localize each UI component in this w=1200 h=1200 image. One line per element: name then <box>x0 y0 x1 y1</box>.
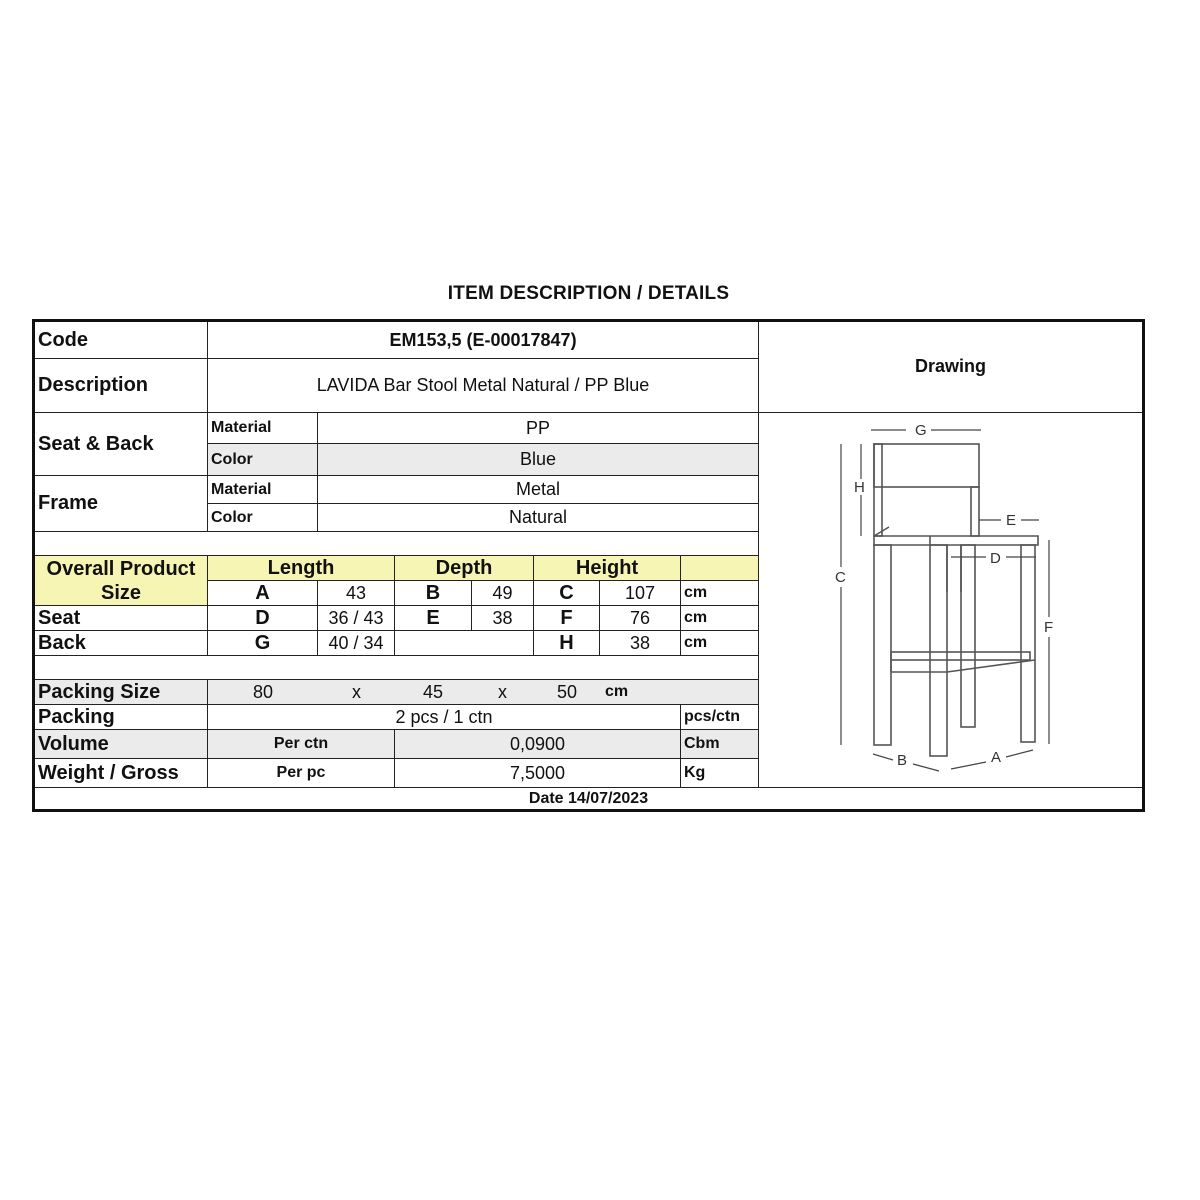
packing-size-label: Packing Size <box>35 680 208 705</box>
packing-size-x2: x <box>498 681 507 702</box>
depth-header: Depth <box>395 556 534 581</box>
label-c: C <box>835 569 846 586</box>
bar-stool-drawing <box>791 412 1091 782</box>
dim-d-value: 36 / 43 <box>318 606 395 631</box>
overall-size-line2: Size <box>100 581 142 604</box>
back-post-right <box>971 487 979 536</box>
spacer-row <box>35 532 759 556</box>
description-label: Description <box>35 359 208 413</box>
packing-unit: pcs/ctn <box>681 705 759 730</box>
weight-value: 7,5000 <box>395 759 681 788</box>
dim-g-label: G <box>208 631 318 656</box>
header-unit-blank <box>681 556 759 581</box>
seat-label: Seat <box>35 606 208 631</box>
volume-unit: Cbm <box>681 730 759 759</box>
code-value: EM153,5 (E-00017847) <box>208 322 759 359</box>
volume-value: 0,0900 <box>395 730 681 759</box>
seat-top <box>874 536 1038 545</box>
overall-size-line1: Overall Product <box>46 557 196 580</box>
dim-b-label: B <box>395 581 472 606</box>
overall-unit: cm <box>681 581 759 606</box>
leg-back-left <box>961 545 975 727</box>
dim-a-label: A <box>208 581 318 606</box>
packing-label: Packing <box>35 705 208 730</box>
label-f: F <box>1044 619 1054 636</box>
spacer-row-2 <box>35 656 759 680</box>
label-e: E <box>1006 512 1017 529</box>
drawing-header <box>759 322 1142 413</box>
dim-f-label: F <box>534 606 600 631</box>
dim-c-value: 107 <box>600 581 681 606</box>
packing-size-x1: x <box>352 681 361 702</box>
packing-size-w: 45 <box>423 681 444 702</box>
dim-e-label: E <box>395 606 472 631</box>
back-blank <box>395 631 534 656</box>
dim-f-value: 76 <box>600 606 681 631</box>
label-d: D <box>990 550 1001 567</box>
packing-size-values <box>208 680 759 705</box>
dim-b-value: 49 <box>472 581 534 606</box>
leg-front-left <box>874 545 891 745</box>
back-unit: cm <box>681 631 759 656</box>
dim-a-value: 43 <box>318 581 395 606</box>
volume-per: Per ctn <box>208 730 395 759</box>
height-header: Height <box>534 556 681 581</box>
label-a: A <box>991 749 1002 766</box>
description-value: LAVIDA Bar Stool Metal Natural / PP Blue <box>208 359 759 413</box>
frame-label: Frame <box>35 476 208 532</box>
weight-label: Weight / Gross <box>35 759 208 788</box>
dim-h-label: H <box>534 631 600 656</box>
label-b: B <box>897 752 908 769</box>
overall-size-label <box>35 556 208 606</box>
back-label: Back <box>35 631 208 656</box>
dim-d-label: D <box>208 606 318 631</box>
seat-back-label: Seat & Back <box>35 413 208 476</box>
dim-g-value: 40 / 34 <box>318 631 395 656</box>
packing-size-unit: cm <box>605 683 629 700</box>
seat-back-color: Blue <box>318 444 759 476</box>
frame-color-label: Color <box>208 504 318 532</box>
page-title: ITEM DESCRIPTION / DETAILS <box>447 283 730 304</box>
backrest-panel <box>874 444 979 487</box>
length-header: Length <box>208 556 395 581</box>
seat-back-color-label: Color <box>208 444 318 476</box>
packing-size-h: 50 <box>557 681 578 702</box>
label-g: G <box>915 422 927 439</box>
drawing-label: Drawing <box>914 356 986 376</box>
dim-e-value: 38 <box>472 606 534 631</box>
seat-unit: cm <box>681 606 759 631</box>
packing-value: 2 pcs / 1 ctn <box>208 705 681 730</box>
leg-front-right <box>930 545 947 756</box>
dim-c-label: C <box>534 581 600 606</box>
seat-back-material: PP <box>318 413 759 444</box>
leg-back-right <box>1021 545 1035 742</box>
label-h: H <box>854 479 865 496</box>
volume-label: Volume <box>35 730 208 759</box>
weight-unit: Kg <box>681 759 759 788</box>
code-label: Code <box>35 322 208 359</box>
frame-color: Natural <box>318 504 759 532</box>
weight-per: Per pc <box>208 759 395 788</box>
dim-h-value: 38 <box>600 631 681 656</box>
date-footer: Date 14/07/2023 <box>528 789 649 807</box>
seat-back-material-label: Material <box>208 413 318 444</box>
frame-material: Metal <box>318 476 759 504</box>
packing-size-l: 80 <box>253 681 274 702</box>
frame-material-label: Material <box>208 476 318 504</box>
back-post-left <box>874 444 882 536</box>
